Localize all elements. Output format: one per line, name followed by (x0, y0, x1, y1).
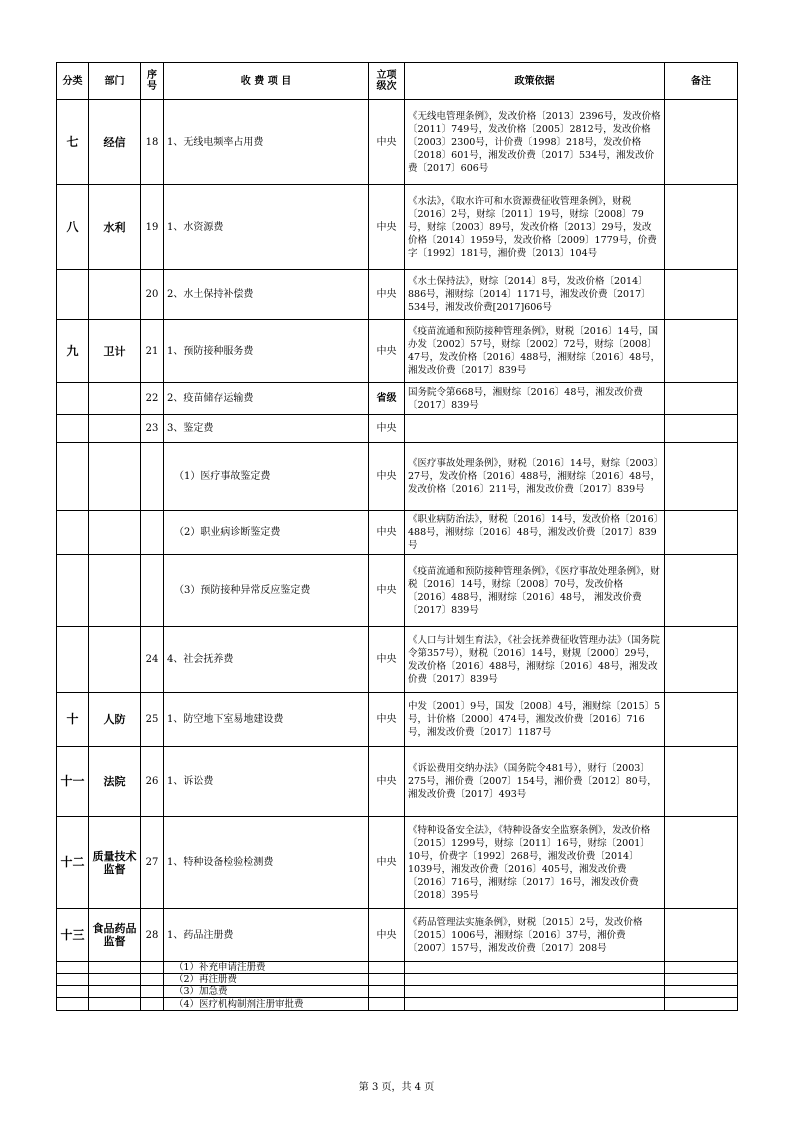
basis-cell: 《医疗事故处理条例》，财税〔2016〕14号，财综〔2003〕27号，发改价格〔2016〕488号，湘财综〔2016〕48号，发改价格〔2016〕211号，湘发改价费〔2017〕839号 (405, 443, 665, 511)
department-cell: 食品药品监督 (89, 909, 141, 962)
department-cell (89, 555, 141, 627)
category-cell: 十三 (57, 909, 89, 962)
basis-cell (405, 998, 665, 1011)
item-cell: 4、社会抚养费 (164, 627, 369, 693)
table-row (57, 974, 738, 986)
item-cell: 1、无线电频率占用费 (164, 100, 369, 185)
department-cell: 法院 (89, 747, 141, 817)
item-cell: 1、诉讼费 (164, 747, 369, 817)
header-item: 收 费 项 目 (164, 63, 369, 100)
category-cell (57, 998, 89, 1011)
remark-cell (665, 383, 738, 415)
category-cell: 十 (57, 693, 89, 747)
level-cell: 中央 (369, 443, 405, 511)
remark-cell (665, 443, 738, 511)
department-cell: 水利 (89, 185, 141, 270)
table-row (57, 909, 738, 962)
basis-cell: 《药品管理法实施条例》，财税〔2015〕2号，发改价格〔2015〕1006号，湘财综〔2016〕37号，湘价费〔2007〕157号，湘发改价费〔2017〕208号 (405, 909, 665, 962)
item-cell: 1、药品注册费 (164, 909, 369, 962)
department-cell (89, 511, 141, 555)
category-cell: 十一 (57, 747, 89, 817)
remark-cell (665, 998, 738, 1011)
seq-cell: 20 (141, 270, 164, 320)
item-cell: （4）医疗机构制剂注册审批费 (164, 998, 369, 1011)
item-cell: 2、疫苗储存运输费 (164, 383, 369, 415)
basis-cell: 《无线电管理条例》，发改价格〔2013〕2396号，发改价格〔2011〕749号，发改价格〔2005〕2812号，发改价格〔2003〕2300号，计价费〔1998〕218号，发改价格〔2018〕601号，湘发改价费〔2017〕534号，湘发改价费〔2017〕606号 (405, 100, 665, 185)
level-cell (369, 962, 405, 974)
department-cell: 经信 (89, 100, 141, 185)
remark-cell (665, 511, 738, 555)
category-cell (57, 555, 89, 627)
table-row (57, 747, 738, 817)
category-cell: 七 (57, 100, 89, 185)
table-row (57, 962, 738, 974)
level-cell: 中央 (369, 747, 405, 817)
table-row (57, 320, 738, 383)
level-cell: 中央 (369, 693, 405, 747)
seq-cell: 22 (141, 383, 164, 415)
item-cell: （2）职业病诊断鉴定费 (164, 511, 369, 555)
level-cell: 中央 (369, 185, 405, 270)
remark-cell (665, 817, 738, 909)
level-cell: 中央 (369, 817, 405, 909)
header-category: 分类 (57, 63, 89, 100)
basis-cell (405, 415, 665, 443)
level-cell: 省级 (369, 383, 405, 415)
level-cell: 中央 (369, 100, 405, 185)
basis-cell: 《诉讼费用交纳办法》（国务院令481号），财行〔2003〕275号，湘价费〔2007〕154号，湘价费〔2012〕80号，湘发改价费〔2017〕493号 (405, 747, 665, 817)
basis-cell: 《疫苗流通和预防接种管理条例》，财税〔2016〕14号，国办发〔2002〕57号，财综〔2002〕72号，财综〔2008〕47号，发改价格〔2016〕488号，湘财综〔2016〕48号，湘发改价费〔2017〕839号 (405, 320, 665, 383)
remark-cell (665, 693, 738, 747)
basis-cell: 《人口与计划生育法》，《社会抚养费征收管理办法》（国务院令第357号），财税〔2016〕14号，财规〔2000〕29号，发改价格〔2016〕488号，湘财综〔2016〕48号，湘发改价费〔2017〕839号 (405, 627, 665, 693)
remark-cell (665, 555, 738, 627)
seq-cell: 23 (141, 415, 164, 443)
seq-cell: 27 (141, 817, 164, 909)
department-cell (89, 986, 141, 998)
seq-cell: 19 (141, 185, 164, 270)
level-cell: 中央 (369, 415, 405, 443)
item-cell: （1）补充申请注册费 (164, 962, 369, 974)
basis-cell: 《疫苗流通和预防接种管理条例》，《医疗事故处理条例》，财税〔2016〕14号，财综〔2008〕70号，发改价格〔2016〕488号，湘财综〔2016〕48号， 湘发改价费〔2017〕839号 (405, 555, 665, 627)
table-row (57, 100, 738, 185)
table-row (57, 415, 738, 443)
remark-cell (665, 627, 738, 693)
department-cell (89, 998, 141, 1011)
department-cell: 卫计 (89, 320, 141, 383)
level-cell: 中央 (369, 320, 405, 383)
category-cell: 八 (57, 185, 89, 270)
level-cell: 中央 (369, 555, 405, 627)
remark-cell (665, 320, 738, 383)
basis-cell: 中发〔2001〕9号，国发〔2008〕4号，湘财综〔2015〕5号，计价格〔2000〕474号，湘发改价费〔2016〕716号，湘发改价费〔2017〕1187号 (405, 693, 665, 747)
item-cell: （2）再注册费 (164, 974, 369, 986)
basis-cell: 《水法》，《取水许可和水资源费征收管理条例》，财税〔2016〕2号，财综〔2011〕19号，财综〔2008〕79号，财综〔2003〕89号，发改价格〔2013〕29号，发改价格〔2014〕1959号，发改价格〔2009〕1779号，价费字〔1992〕181号，湘价费〔2013〕104号 (405, 185, 665, 270)
header-row (57, 63, 738, 100)
remark-cell (665, 415, 738, 443)
category-cell (57, 443, 89, 511)
remark-cell (665, 974, 738, 986)
remark-cell (665, 747, 738, 817)
category-cell: 九 (57, 320, 89, 383)
level-cell (369, 974, 405, 986)
department-cell: 人防 (89, 693, 141, 747)
remark-cell (665, 185, 738, 270)
header-level: 立项级次 (369, 63, 405, 100)
basis-cell (405, 986, 665, 998)
header-department: 部门 (89, 63, 141, 100)
level-cell (369, 986, 405, 998)
seq-cell: 24 (141, 627, 164, 693)
remark-cell (665, 270, 738, 320)
item-cell: 1、防空地下室易地建设费 (164, 693, 369, 747)
remark-cell (665, 962, 738, 974)
item-cell: 3、鉴定费 (164, 415, 369, 443)
level-cell: 中央 (369, 270, 405, 320)
basis-cell (405, 974, 665, 986)
table-row (57, 511, 738, 555)
seq-cell: 28 (141, 909, 164, 962)
basis-cell: 《职业病防治法》，财税〔2016〕14号，发改价格〔2016〕488号，湘财综〔2016〕48号，湘发改价费〔2017〕839号 (405, 511, 665, 555)
level-cell: 中央 (369, 511, 405, 555)
remark-cell (665, 986, 738, 998)
seq-cell (141, 998, 164, 1011)
table-row (57, 627, 738, 693)
table-row (57, 185, 738, 270)
remark-cell (665, 909, 738, 962)
item-cell: 1、特种设备检验检测费 (164, 817, 369, 909)
table-row (57, 986, 738, 998)
table-row (57, 270, 738, 320)
page-footer: 第 3 页，共 4 页 (358, 1082, 435, 1093)
header-remark: 备注 (665, 63, 738, 100)
basis-cell (405, 962, 665, 974)
seq-cell (141, 974, 164, 986)
basis-cell: 《特种设备安全法》，《特种设备安全监察条例》，发改价格〔2015〕1299号，财综〔2011〕16号，财综〔2001〕10号，价费字〔1992〕268号，湘发改价费〔2014〕1039号，湘发改价费〔2016〕405号，湘发改价费〔2016〕716号，湘财综〔2017〕16号，湘发改价费〔2018〕395号 (405, 817, 665, 909)
item-cell: （3）预防接种异常反应鉴定费 (164, 555, 369, 627)
table-row (57, 443, 738, 511)
seq-cell: 25 (141, 693, 164, 747)
remark-cell (665, 100, 738, 185)
seq-cell (141, 555, 164, 627)
fee-table (56, 62, 738, 1011)
category-cell (57, 962, 89, 974)
basis-cell: 《水土保持法》，财综〔2014〕8号，发改价格〔2014〕886号，湘财综〔2014〕1171号，湘发改价费〔2017〕534号，湘发改价费[2017]606号 (405, 270, 665, 320)
seq-cell: 18 (141, 100, 164, 185)
category-cell (57, 383, 89, 415)
department-cell (89, 962, 141, 974)
department-cell (89, 270, 141, 320)
department-cell (89, 627, 141, 693)
table-body (57, 100, 738, 1011)
category-cell (57, 974, 89, 986)
seq-cell: 26 (141, 747, 164, 817)
category-cell (57, 627, 89, 693)
department-cell: 质量技术监督 (89, 817, 141, 909)
seq-cell (141, 962, 164, 974)
department-cell (89, 383, 141, 415)
category-cell: 十二 (57, 817, 89, 909)
category-cell (57, 511, 89, 555)
item-cell: 1、预防接种服务费 (164, 320, 369, 383)
table-row (57, 817, 738, 909)
item-cell: （3）加急费 (164, 986, 369, 998)
item-cell: 2、水土保持补偿费 (164, 270, 369, 320)
level-cell: 中央 (369, 909, 405, 962)
item-cell: 1、水资源费 (164, 185, 369, 270)
level-cell (369, 998, 405, 1011)
header-basis: 政策依据 (405, 63, 665, 100)
item-cell: （1）医疗事故鉴定费 (164, 443, 369, 511)
table-row (57, 998, 738, 1011)
department-cell (89, 443, 141, 511)
category-cell (57, 270, 89, 320)
header-seq: 序号 (141, 63, 164, 100)
table-row (57, 693, 738, 747)
level-cell: 中央 (369, 627, 405, 693)
seq-cell (141, 511, 164, 555)
department-cell (89, 415, 141, 443)
table-row (57, 555, 738, 627)
seq-cell: 21 (141, 320, 164, 383)
seq-cell (141, 443, 164, 511)
department-cell (89, 974, 141, 986)
basis-cell: 国务院令第668号，湘财综〔2016〕48号，湘发改价费〔2017〕839号 (405, 383, 665, 415)
category-cell (57, 986, 89, 998)
seq-cell (141, 986, 164, 998)
table-row (57, 383, 738, 415)
category-cell (57, 415, 89, 443)
